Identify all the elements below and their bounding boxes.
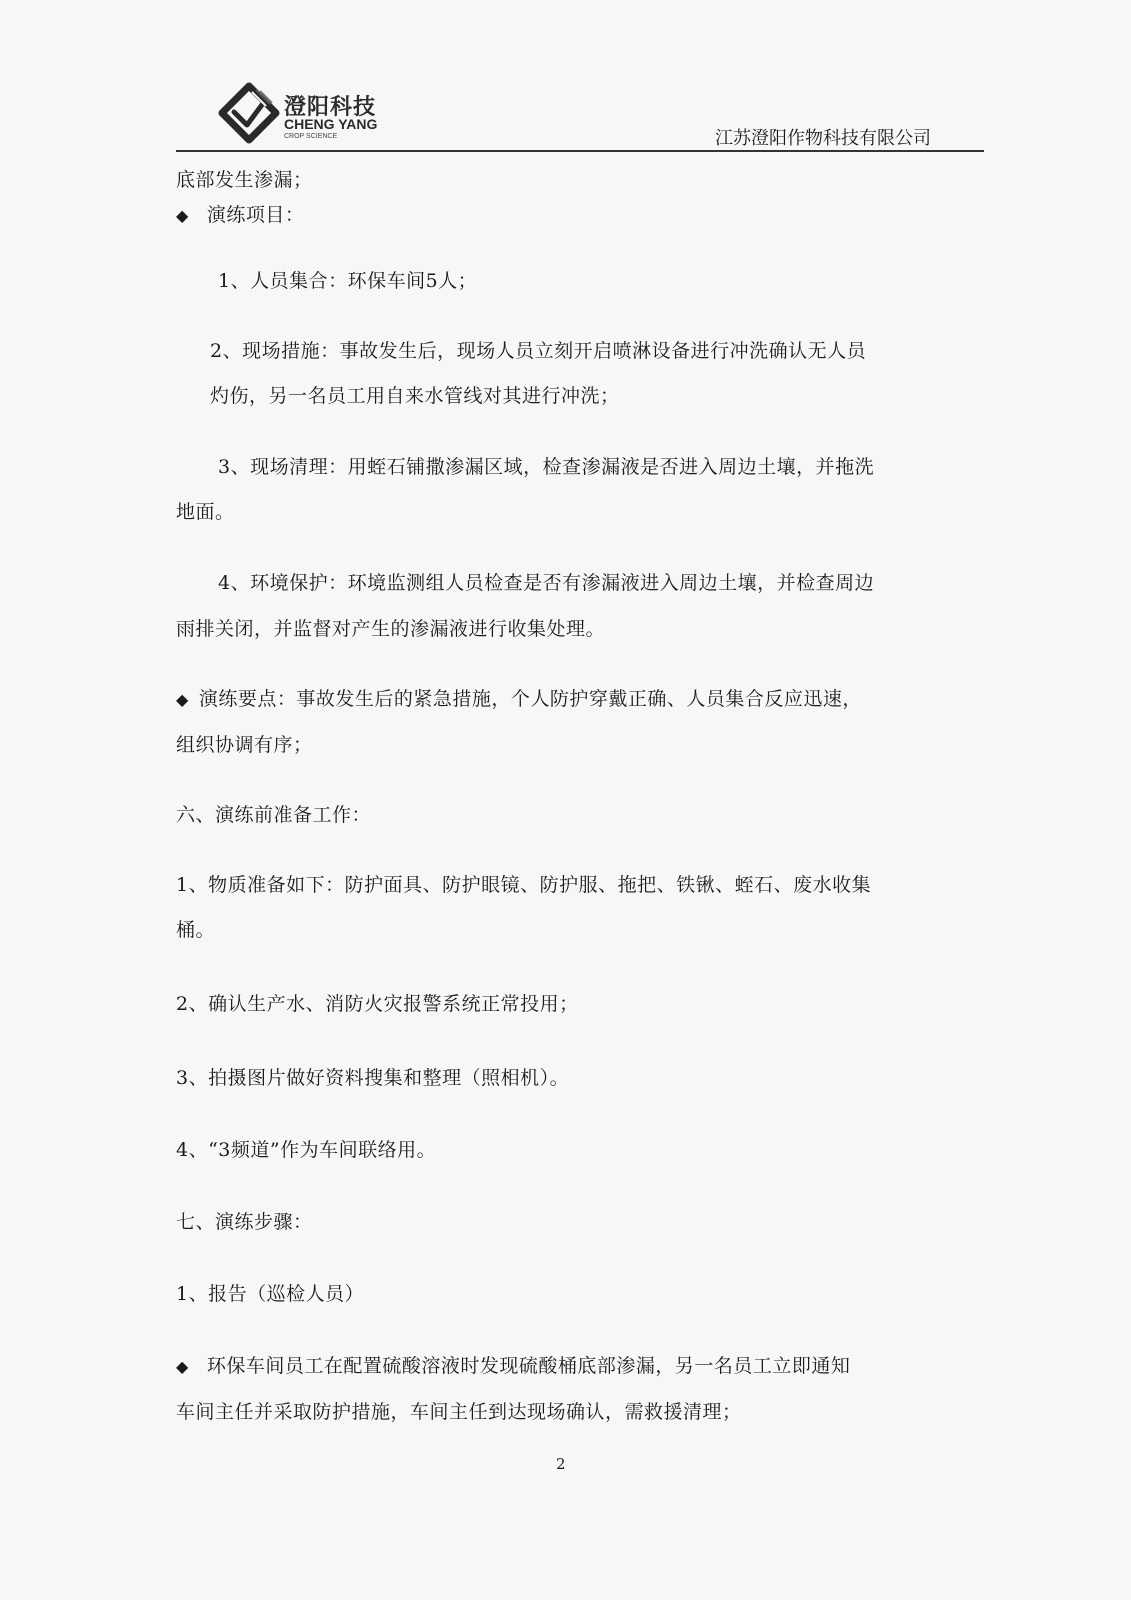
text-line-1: 底部发生渗漏； (176, 169, 313, 191)
company-name: 江苏澄阳作物科技有限公司 (715, 128, 931, 149)
text-line-5: 灼伤，另一名员工用自来水管线对其进行冲洗； (210, 385, 620, 407)
text-line-20 (176, 1356, 850, 1377)
text-line-8: 4、环境保护：环境监测组人员检查是否有渗漏液进入周边土壤，并检查周边 (218, 572, 875, 594)
text-line-15: 2、确认生产水、消防火灾报警系统正常投用； (176, 993, 579, 1015)
header-divider (176, 150, 984, 152)
text-line-13: 1、物质准备如下：防护面具、防护眼镜、防护服、拖把、铁锹、蛭石、废水收集 (176, 874, 872, 896)
company-logo (218, 82, 398, 146)
drill-items-heading: 演练项目： (206, 204, 305, 226)
text-line-10 (176, 689, 862, 710)
text-line-4: 2、现场措施：事故发生后，现场人员立刻开启喷淋设备进行冲洗确认无人员 (210, 340, 867, 362)
text-line-6: 3、现场清理：用蛭石铺撒渗漏区域，检查渗漏液是否进入周边土壤，并拖洗 (218, 456, 875, 478)
bullet-diamond-icon: ◆ (176, 1357, 189, 1376)
text-line-11: 组织协调有序； (176, 734, 313, 756)
text-line-2 (176, 205, 304, 226)
page-number: 2 (556, 1455, 566, 1473)
logo-mark-icon (218, 82, 280, 146)
text-line-21: 车间主任并采取防护措施，车间主任到达现场确认，需救援清理； (176, 1401, 742, 1423)
logo-english-text: CHENG YANG (284, 116, 378, 132)
bullet-diamond-icon: ◆ (176, 206, 189, 225)
text-line-9: 雨排关闭，并监督对产生的渗漏液进行收集处理。 (176, 618, 606, 640)
text-line-3: 1、人员集合：环保车间5人； (218, 270, 478, 292)
text-line-17: 4、“3频道”作为车间联络用。 (176, 1139, 437, 1161)
bullet-diamond-icon: ◆ (176, 690, 189, 709)
text-line-16: 3、拍摄图片做好资料搜集和整理（照相机）。 (176, 1067, 570, 1089)
drill-key-points: 演练要点：事故发生后的紧急措施，个人防护穿戴正确、人员集合反应迅速， (198, 688, 862, 710)
text-line-7: 地面。 (176, 501, 235, 523)
section-heading-6: 六、演练前准备工作： (176, 804, 372, 826)
logo-chinese-text: 澄阳科技 (284, 95, 377, 120)
step-report-description: 环保车间员工在配置硫酸溶液时发现硫酸桶底部渗漏，另一名员工立即通知 (206, 1355, 851, 1377)
section-heading-7: 七、演练步骤： (176, 1211, 313, 1233)
text-line-14: 桶。 (176, 919, 216, 941)
logo-subtitle-text: CROP SCIENCE (284, 133, 338, 140)
text-line-19: 1、报告（巡检人员） (176, 1283, 365, 1305)
